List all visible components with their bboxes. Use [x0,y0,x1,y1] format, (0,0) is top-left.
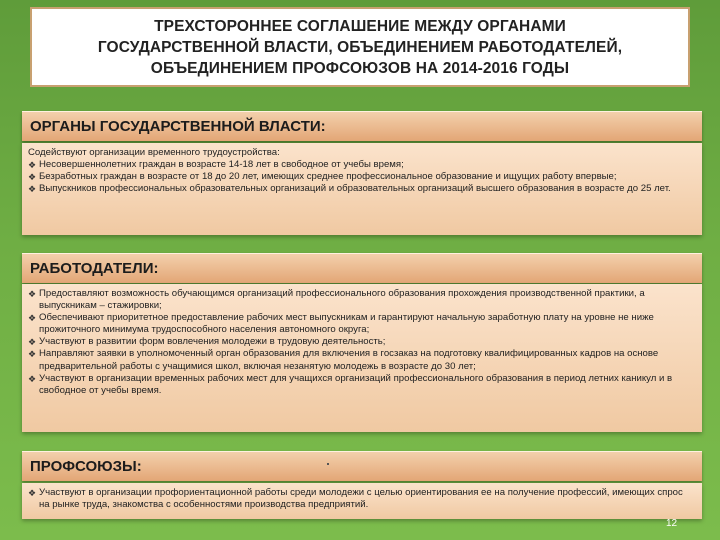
page-number: 12 [666,518,678,529]
list-item-text: Выпускников профессиональных образовательных организаций и образовательных организаций высшего образования в возрасте до 25 лет. [39,183,671,195]
diamond-bullet-icon: ❖ [28,337,37,348]
title-box [30,7,690,87]
diamond-bullet-icon: ❖ [28,349,37,360]
list-item [28,487,692,511]
diamond-bullet-icon: ❖ [28,184,37,195]
section-body-government [22,143,702,235]
list-item-text: Участвуют в организации профориентационной работы среди молодежи с целью ориентирования ее на получение профессий, имеющих спрос на рынке труда, знакомства с особенностями производства предприятий. [39,487,683,511]
diamond-bullet-icon: ❖ [28,160,37,171]
diamond-bullet-icon: ❖ [28,313,37,324]
list-item-text: Несовершеннолетних граждан в возрасте 14-18 лет в свободное от учебы время; [39,159,404,171]
list-item [28,171,692,183]
diamond-bullet-icon: ❖ [28,488,37,498]
list-item-text: Предоставляют возможность обучающимся организаций профессионального образования прохождения производственной практики, а выпускникам – стажировки; [39,288,645,312]
section-body-unions [22,483,702,519]
list-item-text: Направляют заявки в уполномоченный орган образования для включения в госзаказ на подготовку квалифицированных кадров на основе предварительной работы с учащимися школ, включая незанятую молодежь в возрасте до 30 лет; [39,348,659,372]
diamond-bullet-icon: ❖ [28,373,37,384]
section-body-employers [22,284,702,432]
list-item-text: Участвуют в развитии форм вовлечения молодежи в трудовую деятельность; [39,336,386,348]
list-item [28,348,692,372]
diamond-bullet-icon: ❖ [28,172,37,183]
section-title-unions: ПРОФСОЮЗЫ: [30,458,142,475]
title-line-1: ТРЕХСТОРОННЕЕ СОГЛАШЕНИЕ МЕЖДУ ОРГАНАМИ [154,17,566,35]
list-item [28,183,692,195]
title-line-2: ГОСУДАРСТВЕННОЙ ВЛАСТИ, ОБЪЕДИНЕНИЕМ РАБОТОДАТЕЛЕЙ, [97,38,623,56]
section-intro-government: Содействуют организации временного трудоустройства: [28,147,280,158]
stray-dot [327,463,329,465]
list-item-text: Безработных граждан в возрасте от 18 до 20 лет, имеющих среднее профессиональное образование и ищущих работу впервые; [39,171,617,183]
list-item [28,373,692,397]
title-line-3: ОБЪЕДИНЕНИЕМ ПРОФСОЮЗОВ НА 2014-2016 ГОДЫ [150,59,570,77]
section-header-employers [22,253,702,283]
section-header-unions [22,451,702,481]
section-title-government: ОРГАНЫ ГОСУДАРСТВЕННОЙ ВЛАСТИ: [30,118,326,135]
list-item-text: Участвуют в организации временных рабочих мест для учащихся организаций профессионального образования в период летних каникул и в свободное от учебы время. [39,372,673,396]
list-item [28,312,692,336]
list-item [28,159,692,171]
list-item [28,288,692,312]
list-item [28,336,692,348]
diamond-bullet-icon: ❖ [28,289,37,299]
section-header-government [22,111,702,141]
list-item-text: Обеспечивают приоритетное предоставление рабочих мест выпускникам и гарантируют начальную заработную плату на уровне не ниже прожиточного минимума трудоспособного населения автономного округа; [39,312,654,336]
section-title-employers: РАБОТОДАТЕЛИ: [30,260,159,277]
